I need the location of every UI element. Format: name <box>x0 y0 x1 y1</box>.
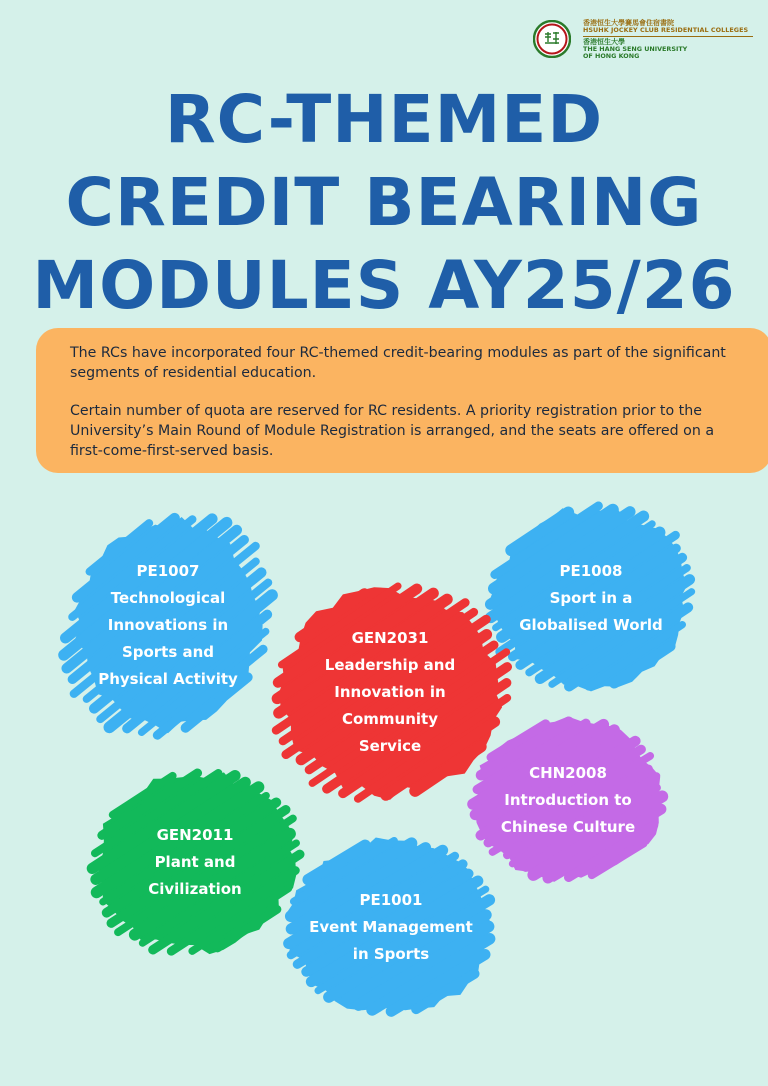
intro-paragraph-1: The RCs have incorporated four RC-themed credit-bearing modules as part of the significant segments of residential education. <box>70 345 726 381</box>
module-title-line: Physical Activity <box>98 669 238 688</box>
module-pe1001 <box>280 832 502 1022</box>
module-title-line: Chinese Culture <box>500 817 636 836</box>
college-seal-icon <box>533 20 571 58</box>
logo-chinese-college-name: 香港恒生大學賽馬會住宿書院 <box>583 19 674 27</box>
logo-english-university-name-line2: OF HONG KONG <box>583 52 640 61</box>
module-title-line: Leadership and <box>324 655 456 674</box>
intro-box <box>36 328 768 473</box>
module-title-line: Innovations in <box>107 615 229 634</box>
logo-chinese-university-name: 香港恒生大學 <box>583 38 625 47</box>
module-title-line: Sports and <box>121 642 215 661</box>
module-pe1008 <box>486 500 696 696</box>
module-title-line: Plant and <box>154 852 236 871</box>
module-title-line: Sport in a <box>549 588 633 607</box>
module-title-line: Service <box>358 736 422 755</box>
module-title-line: Introduction to <box>504 790 632 809</box>
title-line-2: CREDIT BEARING <box>65 164 703 241</box>
intro-paragraph-2: Certain number of quota are reserved for RC residents. A priority registration prior to the University’s Main Round of Module Registration is arranged, and the seats are offered on a first-come-first-served basis. <box>70 403 715 459</box>
module-title-line: Event Management <box>309 917 473 936</box>
module-title-line: Community <box>341 709 439 728</box>
college-logo <box>533 18 753 66</box>
module-title-line: in Sports <box>352 944 430 963</box>
module-title-line: Globalised World <box>519 615 663 634</box>
title-line-1: RC-THEMED <box>164 81 604 158</box>
module-title-line: Innovation in <box>334 682 446 701</box>
module-code: GEN2011 <box>156 825 234 844</box>
module-code: CHN2008 <box>529 763 607 782</box>
module-code: GEN2031 <box>351 628 429 647</box>
logo-english-university-name-line1: THE HANG SENG UNIVERSITY <box>583 45 688 54</box>
module-title-line: Civilization <box>148 879 242 898</box>
module-gen2011 <box>88 764 302 960</box>
logo-wordmark <box>583 20 755 60</box>
module-code: PE1001 <box>359 890 423 909</box>
module-code: PE1008 <box>559 561 623 580</box>
page-title <box>0 78 768 327</box>
module-pe1007 <box>68 512 268 738</box>
title-line-3: MODULES AY25/26 <box>32 247 736 324</box>
module-code: PE1007 <box>136 561 200 580</box>
logo-english-college-name: HSUHK JOCKEY CLUB RESIDENTIAL COLLEGES <box>583 26 749 35</box>
logo-divider <box>583 36 753 37</box>
module-title-line: Technological <box>110 588 226 607</box>
